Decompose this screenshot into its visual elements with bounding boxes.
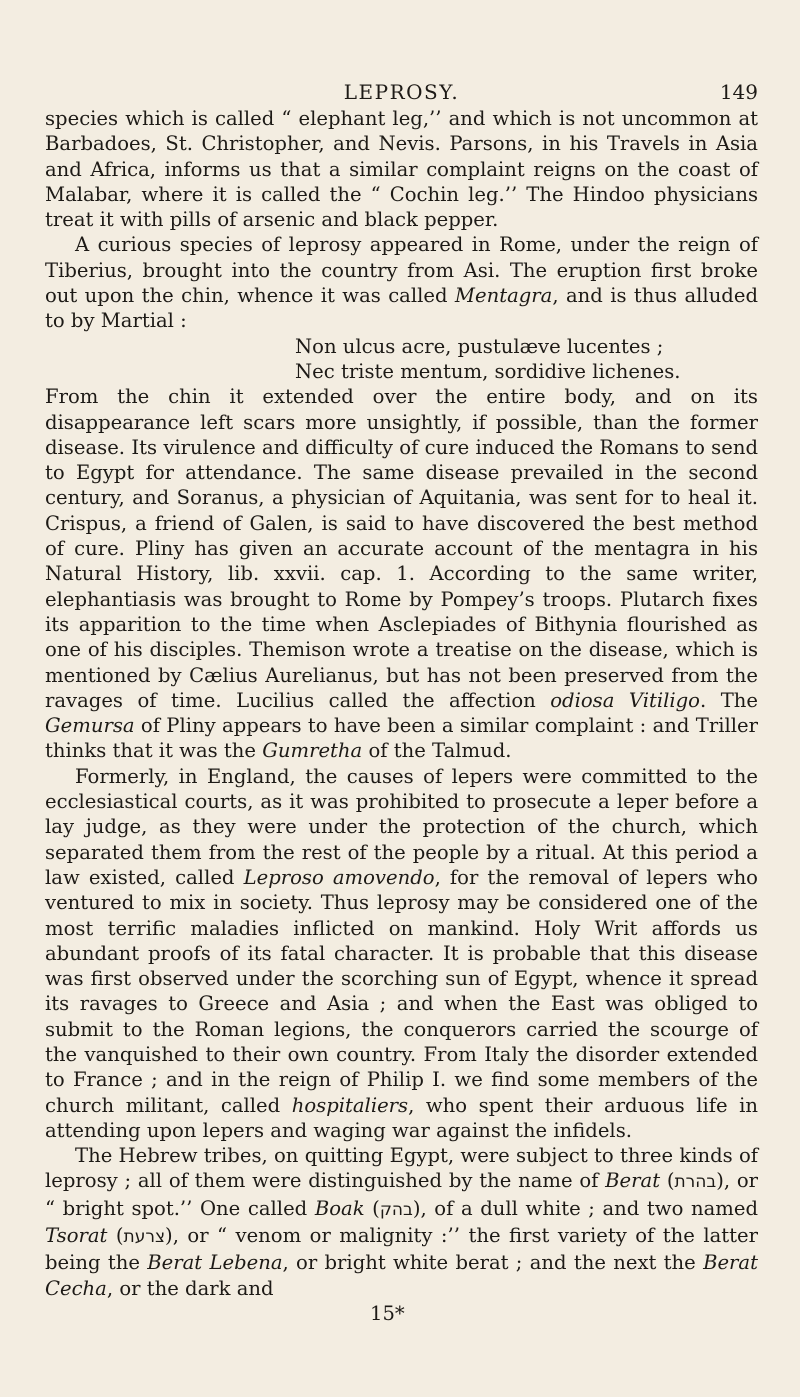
- text-run: , or the dark and: [106, 1276, 274, 1300]
- italic-term: Boak: [314, 1196, 365, 1220]
- running-title: LEPROSY.: [343, 80, 460, 104]
- text-run: (: [107, 1224, 124, 1248]
- text-run: (: [364, 1196, 380, 1220]
- page-number: 149: [719, 80, 758, 104]
- text-run: . The: [699, 688, 758, 712]
- text-run: ), or “ bright spot.’’ One called: [45, 1169, 759, 1220]
- text-run: ), or “ venom or malignity :’’ the first variety of the latter being the: [45, 1224, 758, 1275]
- text-run: , or bright white berat ; and the next the: [282, 1251, 704, 1275]
- signature-mark: 15*: [370, 1301, 405, 1325]
- text-run: of Pliny appears to have been a similar complaint : and Triller thinks that it was the: [45, 714, 758, 763]
- text-run: The Hebrew tribes, on quitting Egypt, were subject to three kinds of leprosy ; all of them were distinguished by the name of: [45, 1144, 758, 1193]
- italic-term: Berat Lebena: [147, 1251, 283, 1275]
- italic-term: hospitaliers: [291, 1093, 409, 1117]
- italic-term: Berat Cecha: [45, 1251, 758, 1300]
- text-run: (: [660, 1169, 675, 1193]
- text-run: ), of a dull white ; and two named: [412, 1196, 759, 1220]
- paragraphs-before-verse: [45, 106, 758, 334]
- italic-term: odiosa Vitiligo: [550, 688, 700, 712]
- text-run: of the Talmud.: [362, 739, 512, 763]
- hebrew-term: צרעת: [123, 1227, 166, 1248]
- text-run: , and is thus alluded to by Martial :: [45, 284, 758, 333]
- italic-term: Mentagra: [454, 284, 553, 308]
- text-run: , for the removal of lepers who ventured to mix in society. Thus leprosy may be considered one of the most terrific maladies inflicted on mankind. Holy Writ affords us abundant proofs of its fatal character. It is probable that this disease was first observed under the scorching sun of Egypt, whence it spread its ravages to Greece and Asia ; and when the East was obliged to submit to the Roman legions, the conquerors carried the scourge of the vanquished to their own country. From Italy the disorder extended to France ; and in the reign of Philip I. we find some members of the church militant, called: [45, 865, 758, 1117]
- paragraph-p1: [45, 106, 758, 232]
- hebrew-term: בהרת: [674, 1172, 717, 1193]
- paragraph-p4: [45, 764, 758, 1143]
- paragraph-p3: [45, 384, 758, 763]
- body-text: [45, 106, 758, 1326]
- running-head: [45, 66, 758, 104]
- italic-term: Berat: [605, 1169, 661, 1193]
- italic-term: Leproso amovendo: [243, 865, 435, 889]
- paragraph-p5: [45, 1143, 758, 1301]
- paragraph-p2: [45, 232, 758, 333]
- italic-term: Gumretha: [262, 739, 363, 763]
- paragraphs-after-verse: [45, 384, 758, 1301]
- text-run: Formerly, in England, the causes of lepers were committed to the ecclesiastical courts, as it was prohibited to prosecute a leper before a lay judge, as they were under the protection of the church, which separated them from the rest of the people by a ritual. At this period a law existed, called: [45, 764, 758, 889]
- verse-line-1: Non ulcus acre, pustulæve lucentes ;: [295, 334, 664, 358]
- text-run: , who spent their arduous life in attending upon lepers and waging war against the infidels.: [45, 1093, 758, 1142]
- verse-quotation: [45, 334, 758, 385]
- hebrew-term: בהק: [379, 1199, 413, 1220]
- text-run: From the chin it extended over the entire body, and on its disappearance left scars more unsightly, if possible, than the former disease. Its virulence and difficulty of cure induced the Romans to send to Egypt for attendance. The same disease prevailed in the second century, and Soranus, a physician of Aquitania, was sent for to heal it. Crispus, a friend of Galen, is said to have discovered the best method of cure. Pliny has given an accurate account of the mentagra in his Natural History, lib. xxvii. cap. 1. According to the same writer, elephantiasis was brought to Rome by Pompey’s troops. Plutarch fixes its apparition to the time when Asclepiades of Bithynia flourished as one of his disciples. Themison wrote a treatise on the disease, which is mentioned by Cælius Aurelianus, but has not been preserved from the ravages of time. Lucilius called the affection: [45, 385, 758, 712]
- text-run: A curious species of leprosy appeared in Rome, under the reign of Tiberius, brought into the country from Asi. The eruption first broke out upon the chin, whence it was called: [45, 233, 758, 308]
- text-run: species which is called “ elephant leg,’’ and which is not uncommon at Barbadoes, St. Christopher, and Nevis. Parsons, in his Travels in Asia and Africa, informs us that a similar complaint reigns on the coast of Malabar, where it is called the “ Cochin leg.’’ The Hindoo physicians treat it with pills of arsenic and black pepper.: [45, 107, 758, 232]
- italic-term: Tsorat: [45, 1224, 108, 1248]
- italic-term: Gemursa: [45, 714, 135, 738]
- verse-line-2: Nec triste mentum, sordidive lichenes.: [295, 359, 681, 383]
